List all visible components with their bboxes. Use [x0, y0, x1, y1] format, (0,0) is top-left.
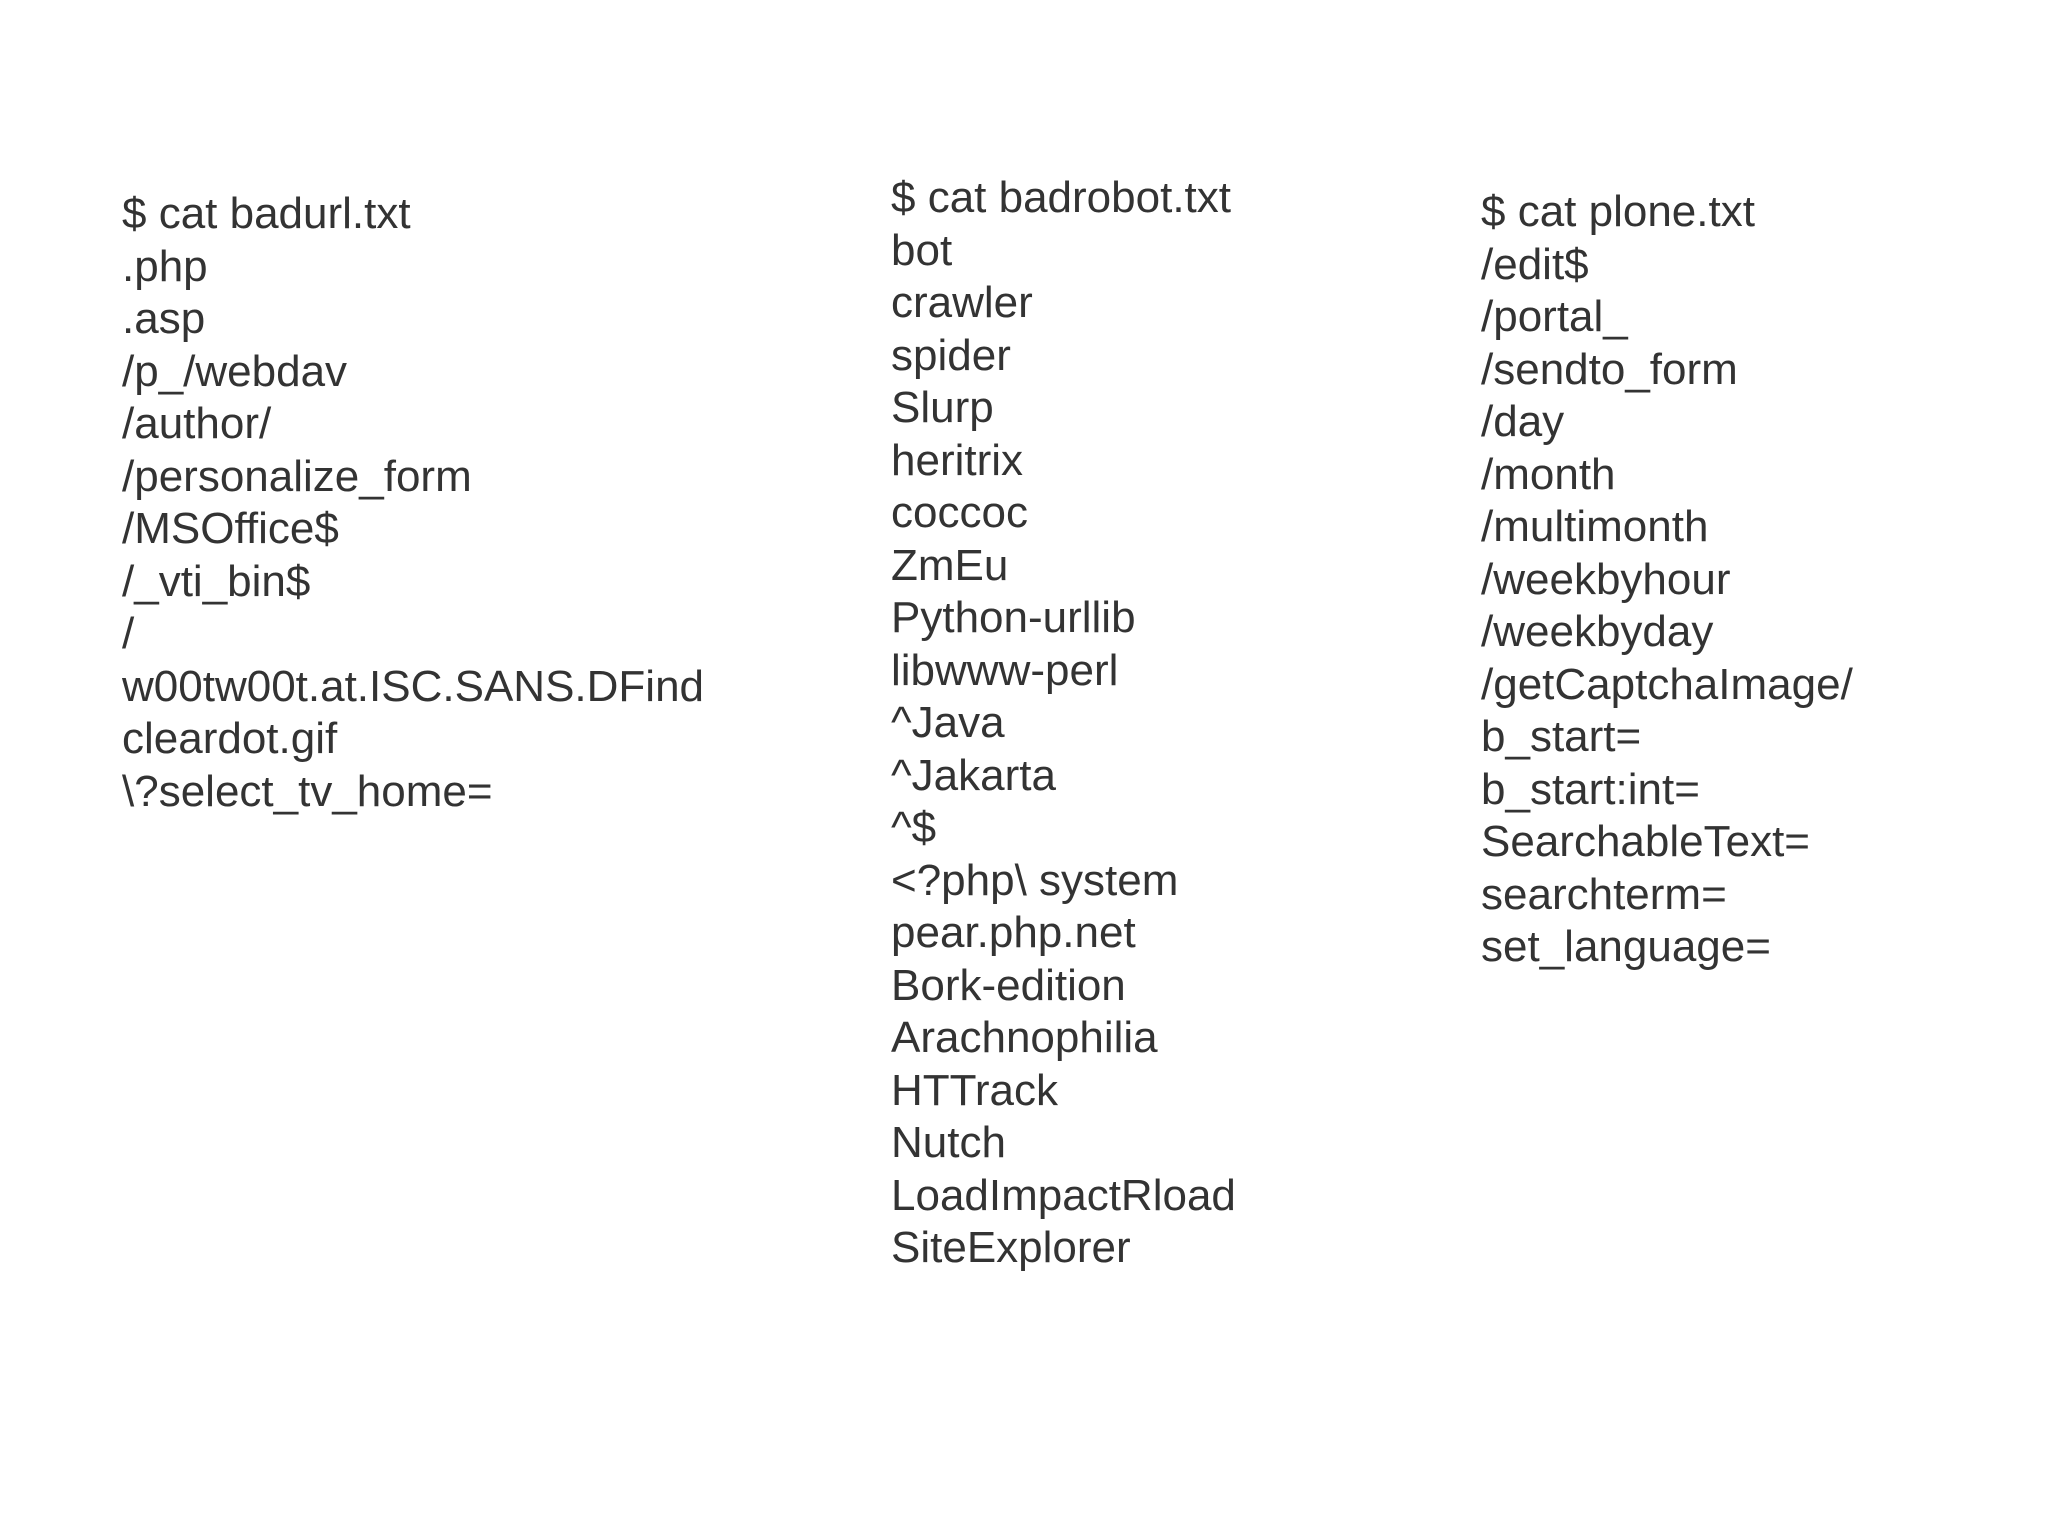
badrobot-line: Bork-edition: [891, 960, 1126, 1010]
badrobot-line: Slurp: [891, 383, 994, 432]
badurl-line: /p_/webdav: [122, 346, 348, 396]
badrobot-line: HTTrack: [891, 1065, 1059, 1115]
badrobot-line: spider: [891, 330, 1011, 380]
badurl-line: /author/: [122, 399, 272, 448]
badurl-command: $ cat badurl.txt: [122, 189, 411, 238]
badrobot-line: <?php\ system: [891, 855, 1179, 905]
plone-line: SearchableText=: [1481, 817, 1810, 866]
badurl-line: w00tw00t.at.ISC.SANS.DFind: [122, 661, 705, 711]
plone-line: set_language=: [1481, 922, 1771, 971]
badrobot-line: SiteExplorer: [891, 1223, 1131, 1272]
plone-line: /getCaptchaImage/: [1481, 659, 1853, 709]
badrobot-line: ^Java: [891, 698, 1005, 747]
plone-line: searchterm=: [1481, 869, 1727, 919]
badurl-line: /MSOffice$: [122, 504, 339, 553]
plone-command: $ cat plone.txt: [1481, 187, 1755, 236]
badrobot-line: coccoc: [891, 488, 1028, 537]
badrobot-line: Python-urllib: [891, 593, 1136, 642]
badurl-line: .php: [122, 241, 208, 291]
badrobot-line: libwww-perl: [891, 645, 1119, 695]
badurl-line: \?select_tv_home=: [122, 766, 493, 816]
badrobot-line: ^$: [891, 803, 937, 852]
plone-line: /weekbyday: [1481, 607, 1714, 656]
plone-listing: [1481, 186, 1853, 974]
badurl-line: cleardot.gif: [122, 714, 338, 763]
plone-line: /day: [1481, 397, 1565, 446]
badrobot-command: $ cat badrobot.txt: [891, 173, 1231, 222]
plone-line: /multimonth: [1481, 502, 1709, 551]
badrobot-line: LoadImpactRload: [891, 1170, 1236, 1220]
badrobot-line: crawler: [891, 278, 1033, 327]
badurl-line: /: [122, 609, 135, 658]
badrobot-listing: [891, 172, 1236, 1275]
badurl-line: /_vti_bin$: [122, 556, 311, 606]
badrobot-line: Nutch: [891, 1118, 1006, 1167]
badrobot-line: pear.php.net: [891, 908, 1136, 957]
plone-line: /weekbyhour: [1481, 554, 1731, 604]
badrobot-line: heritrix: [891, 435, 1024, 485]
plone-line: /portal_: [1481, 292, 1628, 341]
plone-line: b_start:int=: [1481, 764, 1700, 814]
badrobot-line: bot: [891, 225, 953, 275]
badurl-line: .asp: [122, 294, 206, 343]
badurl-line: /personalize_form: [122, 451, 472, 501]
plone-line: b_start=: [1481, 712, 1642, 761]
badrobot-line: ^Jakarta: [891, 750, 1056, 800]
plone-line: /sendto_form: [1481, 344, 1738, 394]
badurl-listing: [122, 188, 762, 818]
badrobot-line: Arachnophilia: [891, 1013, 1158, 1062]
plone-line: /edit$: [1481, 239, 1589, 289]
plone-line: /month: [1481, 449, 1616, 499]
badrobot-line: ZmEu: [891, 540, 1009, 590]
